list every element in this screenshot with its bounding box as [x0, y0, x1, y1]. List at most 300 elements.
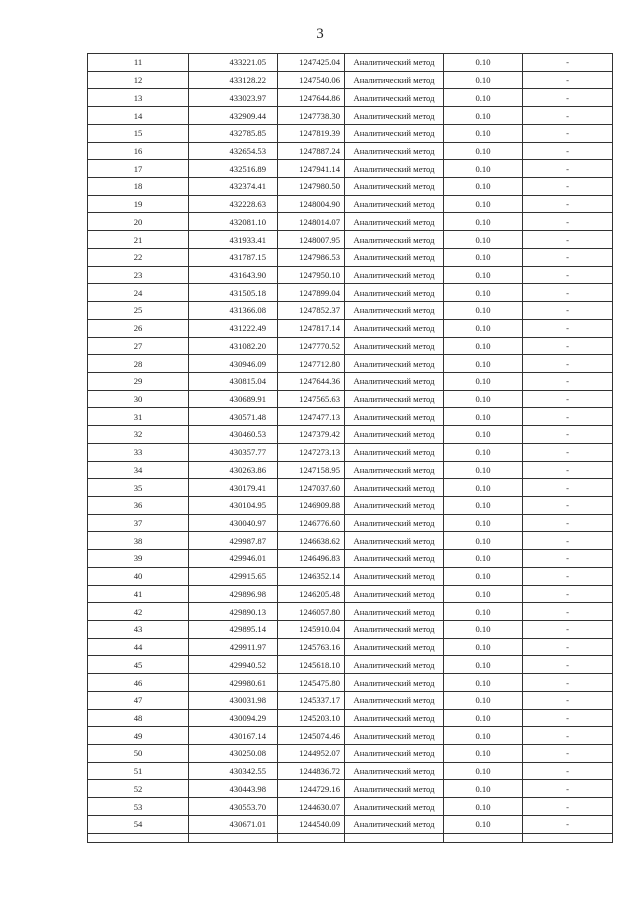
- table-row: [88, 107, 613, 125]
- point-number-cell: 23: [88, 266, 189, 284]
- accuracy-cell: 0.10: [444, 142, 523, 160]
- y-coordinate-cell: 1247477.13: [278, 408, 345, 426]
- x-coordinate-cell: 429987.87: [189, 532, 278, 550]
- note-cell: -: [523, 372, 613, 390]
- x-coordinate-cell: 430167.14: [189, 727, 278, 745]
- table-row: [88, 638, 613, 656]
- method-cell: Аналитический метод: [345, 745, 444, 763]
- x-coordinate-cell: 431222.49: [189, 319, 278, 337]
- y-coordinate-cell: 1247887.24: [278, 142, 345, 160]
- accuracy-cell: 0.10: [444, 355, 523, 373]
- table-row: [88, 567, 613, 585]
- note-cell: -: [523, 337, 613, 355]
- table-row: [88, 762, 613, 780]
- method-cell: Аналитический метод: [345, 443, 444, 461]
- point-number-cell: 41: [88, 585, 189, 603]
- table-row: [88, 248, 613, 266]
- x-coordinate-cell: 430250.08: [189, 745, 278, 763]
- table-row: [88, 798, 613, 816]
- point-number-cell: 30: [88, 390, 189, 408]
- x-coordinate-cell: 430031.98: [189, 691, 278, 709]
- y-coordinate-cell: 1246496.83: [278, 550, 345, 568]
- note-cell: -: [523, 585, 613, 603]
- point-number-cell: 40: [88, 567, 189, 585]
- accuracy-cell: 0.10: [444, 674, 523, 692]
- table-row: [88, 656, 613, 674]
- accuracy-cell: 0.10: [444, 621, 523, 639]
- x-coordinate-cell: 430671.01: [189, 815, 278, 833]
- y-coordinate-cell: 1248014.07: [278, 213, 345, 231]
- accuracy-cell: 0.10: [444, 71, 523, 89]
- y-coordinate-cell: 1247425.04: [278, 54, 345, 72]
- table-row: [88, 160, 613, 178]
- point-number-cell: 37: [88, 514, 189, 532]
- accuracy-cell: 0.10: [444, 319, 523, 337]
- accuracy-cell: 0.10: [444, 638, 523, 656]
- method-cell: Аналитический метод: [345, 762, 444, 780]
- x-coordinate-cell: 430946.09: [189, 355, 278, 373]
- table-row: [88, 532, 613, 550]
- accuracy-cell: 0.10: [444, 709, 523, 727]
- page-number: 3: [316, 26, 324, 42]
- y-coordinate-cell: 1245337.17: [278, 691, 345, 709]
- note-cell: -: [523, 71, 613, 89]
- table-row: [88, 408, 613, 426]
- method-cell: Аналитический метод: [345, 408, 444, 426]
- y-coordinate-cell: 1247712.80: [278, 355, 345, 373]
- point-number-cell: 15: [88, 124, 189, 142]
- table-row: [88, 780, 613, 798]
- note-cell: -: [523, 355, 613, 373]
- accuracy-cell: 0.10: [444, 372, 523, 390]
- method-cell: Аналитический метод: [345, 195, 444, 213]
- accuracy-cell: 0.10: [444, 691, 523, 709]
- y-coordinate-cell: 1247817.14: [278, 319, 345, 337]
- method-cell: Аналитический метод: [345, 426, 444, 444]
- x-coordinate-cell: 429890.13: [189, 603, 278, 621]
- note-cell: -: [523, 266, 613, 284]
- point-number-cell: 21: [88, 231, 189, 249]
- y-coordinate-cell: 1247037.60: [278, 479, 345, 497]
- note-cell: -: [523, 709, 613, 727]
- note-cell: -: [523, 284, 613, 302]
- note-cell: -: [523, 674, 613, 692]
- point-number-cell: 52: [88, 780, 189, 798]
- note-cell: -: [523, 603, 613, 621]
- accuracy-cell: 0.10: [444, 266, 523, 284]
- method-cell: Аналитический метод: [345, 337, 444, 355]
- method-cell: Аналитический метод: [345, 656, 444, 674]
- x-coordinate-cell: 429911.97: [189, 638, 278, 656]
- y-coordinate-cell: 1245910.04: [278, 621, 345, 639]
- y-coordinate-cell: 1247379.42: [278, 426, 345, 444]
- method-cell: Аналитический метод: [345, 160, 444, 178]
- method-cell: Аналитический метод: [345, 231, 444, 249]
- table-row: [88, 284, 613, 302]
- x-coordinate-cell: 429940.52: [189, 656, 278, 674]
- empty-cell: [88, 833, 189, 842]
- accuracy-cell: 0.10: [444, 479, 523, 497]
- note-cell: -: [523, 567, 613, 585]
- accuracy-cell: 0.10: [444, 532, 523, 550]
- note-cell: -: [523, 762, 613, 780]
- coordinates-table-body: [88, 54, 613, 843]
- note-cell: -: [523, 780, 613, 798]
- x-coordinate-cell: 432516.89: [189, 160, 278, 178]
- y-coordinate-cell: 1247770.52: [278, 337, 345, 355]
- x-coordinate-cell: 431787.15: [189, 248, 278, 266]
- empty-cell: [523, 833, 613, 842]
- method-cell: Аналитический метод: [345, 532, 444, 550]
- note-cell: -: [523, 638, 613, 656]
- accuracy-cell: 0.10: [444, 496, 523, 514]
- empty-cell: [345, 833, 444, 842]
- y-coordinate-cell: 1247950.10: [278, 266, 345, 284]
- accuracy-cell: 0.10: [444, 213, 523, 231]
- accuracy-cell: 0.10: [444, 727, 523, 745]
- y-coordinate-cell: 1246909.88: [278, 496, 345, 514]
- y-coordinate-cell: 1247540.06: [278, 71, 345, 89]
- method-cell: Аналитический метод: [345, 585, 444, 603]
- accuracy-cell: 0.10: [444, 195, 523, 213]
- method-cell: Аналитический метод: [345, 638, 444, 656]
- y-coordinate-cell: 1247852.37: [278, 302, 345, 320]
- x-coordinate-cell: 431366.08: [189, 302, 278, 320]
- point-number-cell: 24: [88, 284, 189, 302]
- accuracy-cell: 0.10: [444, 390, 523, 408]
- accuracy-cell: 0.10: [444, 426, 523, 444]
- y-coordinate-cell: 1246205.48: [278, 585, 345, 603]
- note-cell: -: [523, 496, 613, 514]
- empty-cell: [444, 833, 523, 842]
- note-cell: -: [523, 443, 613, 461]
- y-coordinate-cell: 1245074.46: [278, 727, 345, 745]
- method-cell: Аналитический метод: [345, 302, 444, 320]
- note-cell: -: [523, 815, 613, 833]
- note-cell: -: [523, 160, 613, 178]
- method-cell: Аналитический метод: [345, 248, 444, 266]
- method-cell: Аналитический метод: [345, 54, 444, 72]
- accuracy-cell: 0.10: [444, 54, 523, 72]
- y-coordinate-cell: 1245475.80: [278, 674, 345, 692]
- table-row: [88, 319, 613, 337]
- point-number-cell: 13: [88, 89, 189, 107]
- method-cell: Аналитический метод: [345, 461, 444, 479]
- accuracy-cell: 0.10: [444, 550, 523, 568]
- point-number-cell: 48: [88, 709, 189, 727]
- note-cell: -: [523, 745, 613, 763]
- accuracy-cell: 0.10: [444, 160, 523, 178]
- method-cell: Аналитический метод: [345, 71, 444, 89]
- x-coordinate-cell: 430040.97: [189, 514, 278, 532]
- y-coordinate-cell: 1247986.53: [278, 248, 345, 266]
- table-row: [88, 195, 613, 213]
- table-row: [88, 621, 613, 639]
- note-cell: -: [523, 691, 613, 709]
- table-row: [88, 213, 613, 231]
- y-coordinate-cell: 1247565.63: [278, 390, 345, 408]
- accuracy-cell: 0.10: [444, 745, 523, 763]
- point-number-cell: 36: [88, 496, 189, 514]
- x-coordinate-cell: 433023.97: [189, 89, 278, 107]
- x-coordinate-cell: 432374.41: [189, 178, 278, 196]
- y-coordinate-cell: 1246057.80: [278, 603, 345, 621]
- table-row: [88, 302, 613, 320]
- point-number-cell: 34: [88, 461, 189, 479]
- accuracy-cell: 0.10: [444, 461, 523, 479]
- note-cell: -: [523, 798, 613, 816]
- method-cell: Аналитический метод: [345, 178, 444, 196]
- method-cell: Аналитический метод: [345, 674, 444, 692]
- point-number-cell: 50: [88, 745, 189, 763]
- accuracy-cell: 0.10: [444, 585, 523, 603]
- point-number-cell: 35: [88, 479, 189, 497]
- accuracy-cell: 0.10: [444, 762, 523, 780]
- table-row: [88, 745, 613, 763]
- point-number-cell: 20: [88, 213, 189, 231]
- point-number-cell: 44: [88, 638, 189, 656]
- note-cell: -: [523, 107, 613, 125]
- y-coordinate-cell: 1246776.60: [278, 514, 345, 532]
- y-coordinate-cell: 1246352.14: [278, 567, 345, 585]
- x-coordinate-cell: 430263.86: [189, 461, 278, 479]
- note-cell: -: [523, 426, 613, 444]
- table-row: [88, 71, 613, 89]
- point-number-cell: 26: [88, 319, 189, 337]
- method-cell: Аналитический метод: [345, 496, 444, 514]
- table-row: [88, 372, 613, 390]
- accuracy-cell: 0.10: [444, 603, 523, 621]
- x-coordinate-cell: 431643.90: [189, 266, 278, 284]
- x-coordinate-cell: 430553.70: [189, 798, 278, 816]
- note-cell: -: [523, 213, 613, 231]
- accuracy-cell: 0.10: [444, 408, 523, 426]
- y-coordinate-cell: 1244630.07: [278, 798, 345, 816]
- x-coordinate-cell: 433221.05: [189, 54, 278, 72]
- method-cell: Аналитический метод: [345, 479, 444, 497]
- y-coordinate-cell: 1245203.10: [278, 709, 345, 727]
- accuracy-cell: 0.10: [444, 231, 523, 249]
- point-number-cell: 11: [88, 54, 189, 72]
- y-coordinate-cell: 1247158.95: [278, 461, 345, 479]
- point-number-cell: 43: [88, 621, 189, 639]
- y-coordinate-cell: 1247644.86: [278, 89, 345, 107]
- point-number-cell: 17: [88, 160, 189, 178]
- x-coordinate-cell: 429895.14: [189, 621, 278, 639]
- table-row: [88, 124, 613, 142]
- table-row: [88, 585, 613, 603]
- point-number-cell: 53: [88, 798, 189, 816]
- table-row: [88, 54, 613, 72]
- accuracy-cell: 0.10: [444, 656, 523, 674]
- point-number-cell: 18: [88, 178, 189, 196]
- method-cell: Аналитический метод: [345, 709, 444, 727]
- accuracy-cell: 0.10: [444, 178, 523, 196]
- point-number-cell: 49: [88, 727, 189, 745]
- accuracy-cell: 0.10: [444, 302, 523, 320]
- x-coordinate-cell: 429896.98: [189, 585, 278, 603]
- point-number-cell: 29: [88, 372, 189, 390]
- point-number-cell: 54: [88, 815, 189, 833]
- accuracy-cell: 0.10: [444, 443, 523, 461]
- x-coordinate-cell: 431933.41: [189, 231, 278, 249]
- method-cell: Аналитический метод: [345, 390, 444, 408]
- x-coordinate-cell: 432785.85: [189, 124, 278, 142]
- note-cell: -: [523, 408, 613, 426]
- method-cell: Аналитический метод: [345, 691, 444, 709]
- method-cell: Аналитический метод: [345, 372, 444, 390]
- note-cell: -: [523, 319, 613, 337]
- table-row: [88, 727, 613, 745]
- coordinates-table: [87, 53, 613, 843]
- note-cell: -: [523, 124, 613, 142]
- table-row: [88, 142, 613, 160]
- table-row: [88, 266, 613, 284]
- x-coordinate-cell: 431082.20: [189, 337, 278, 355]
- table-row: [88, 815, 613, 833]
- method-cell: Аналитический метод: [345, 550, 444, 568]
- note-cell: -: [523, 54, 613, 72]
- method-cell: Аналитический метод: [345, 355, 444, 373]
- method-cell: Аналитический метод: [345, 107, 444, 125]
- point-number-cell: 27: [88, 337, 189, 355]
- y-coordinate-cell: 1247941.14: [278, 160, 345, 178]
- x-coordinate-cell: 429946.01: [189, 550, 278, 568]
- y-coordinate-cell: 1244540.09: [278, 815, 345, 833]
- point-number-cell: 25: [88, 302, 189, 320]
- note-cell: -: [523, 727, 613, 745]
- point-number-cell: 31: [88, 408, 189, 426]
- x-coordinate-cell: 430094.29: [189, 709, 278, 727]
- point-number-cell: 22: [88, 248, 189, 266]
- x-coordinate-cell: 432654.53: [189, 142, 278, 160]
- x-coordinate-cell: 430179.41: [189, 479, 278, 497]
- accuracy-cell: 0.10: [444, 284, 523, 302]
- note-cell: -: [523, 390, 613, 408]
- y-coordinate-cell: 1245618.10: [278, 656, 345, 674]
- note-cell: -: [523, 142, 613, 160]
- x-coordinate-cell: 430815.04: [189, 372, 278, 390]
- accuracy-cell: 0.10: [444, 567, 523, 585]
- note-cell: -: [523, 195, 613, 213]
- note-cell: -: [523, 479, 613, 497]
- x-coordinate-cell: 432909.44: [189, 107, 278, 125]
- point-number-cell: 32: [88, 426, 189, 444]
- table-row: [88, 355, 613, 373]
- accuracy-cell: 0.10: [444, 798, 523, 816]
- method-cell: Аналитический метод: [345, 142, 444, 160]
- note-cell: -: [523, 461, 613, 479]
- y-coordinate-cell: 1245763.16: [278, 638, 345, 656]
- method-cell: Аналитический метод: [345, 514, 444, 532]
- note-cell: -: [523, 532, 613, 550]
- method-cell: Аналитический метод: [345, 815, 444, 833]
- method-cell: Аналитический метод: [345, 780, 444, 798]
- method-cell: Аналитический метод: [345, 89, 444, 107]
- point-number-cell: 19: [88, 195, 189, 213]
- x-coordinate-cell: 432228.63: [189, 195, 278, 213]
- x-coordinate-cell: 430443.98: [189, 780, 278, 798]
- y-coordinate-cell: 1247273.13: [278, 443, 345, 461]
- table-row: [88, 496, 613, 514]
- accuracy-cell: 0.10: [444, 337, 523, 355]
- y-coordinate-cell: 1248004.90: [278, 195, 345, 213]
- table-continuation-row: [88, 833, 613, 842]
- y-coordinate-cell: 1244729.16: [278, 780, 345, 798]
- method-cell: Аналитический метод: [345, 567, 444, 585]
- note-cell: -: [523, 302, 613, 320]
- table-row: [88, 178, 613, 196]
- method-cell: Аналитический метод: [345, 603, 444, 621]
- accuracy-cell: 0.10: [444, 248, 523, 266]
- y-coordinate-cell: 1244952.07: [278, 745, 345, 763]
- accuracy-cell: 0.10: [444, 780, 523, 798]
- table-row: [88, 337, 613, 355]
- note-cell: -: [523, 621, 613, 639]
- accuracy-cell: 0.10: [444, 107, 523, 125]
- method-cell: Аналитический метод: [345, 266, 444, 284]
- y-coordinate-cell: 1244836.72: [278, 762, 345, 780]
- accuracy-cell: 0.10: [444, 815, 523, 833]
- method-cell: Аналитический метод: [345, 798, 444, 816]
- table-row: [88, 674, 613, 692]
- note-cell: -: [523, 248, 613, 266]
- method-cell: Аналитический метод: [345, 284, 444, 302]
- point-number-cell: 28: [88, 355, 189, 373]
- note-cell: -: [523, 656, 613, 674]
- method-cell: Аналитический метод: [345, 621, 444, 639]
- point-number-cell: 42: [88, 603, 189, 621]
- accuracy-cell: 0.10: [444, 514, 523, 532]
- y-coordinate-cell: 1247819.39: [278, 124, 345, 142]
- method-cell: Аналитический метод: [345, 727, 444, 745]
- table-row: [88, 691, 613, 709]
- method-cell: Аналитический метод: [345, 124, 444, 142]
- empty-cell: [189, 833, 278, 842]
- x-coordinate-cell: 433128.22: [189, 71, 278, 89]
- table-row: [88, 709, 613, 727]
- table-row: [88, 89, 613, 107]
- table-row: [88, 390, 613, 408]
- y-coordinate-cell: 1246638.62: [278, 532, 345, 550]
- point-number-cell: 47: [88, 691, 189, 709]
- y-coordinate-cell: 1248007.95: [278, 231, 345, 249]
- note-cell: -: [523, 89, 613, 107]
- accuracy-cell: 0.10: [444, 89, 523, 107]
- point-number-cell: 39: [88, 550, 189, 568]
- point-number-cell: 46: [88, 674, 189, 692]
- x-coordinate-cell: 430342.55: [189, 762, 278, 780]
- note-cell: -: [523, 178, 613, 196]
- method-cell: Аналитический метод: [345, 319, 444, 337]
- table-row: [88, 443, 613, 461]
- table-row: [88, 231, 613, 249]
- table-row: [88, 479, 613, 497]
- y-coordinate-cell: 1247980.50: [278, 178, 345, 196]
- y-coordinate-cell: 1247738.30: [278, 107, 345, 125]
- accuracy-cell: 0.10: [444, 124, 523, 142]
- note-cell: -: [523, 514, 613, 532]
- y-coordinate-cell: 1247644.36: [278, 372, 345, 390]
- x-coordinate-cell: 430689.91: [189, 390, 278, 408]
- x-coordinate-cell: 429980.61: [189, 674, 278, 692]
- point-number-cell: 51: [88, 762, 189, 780]
- point-number-cell: 12: [88, 71, 189, 89]
- y-coordinate-cell: 1247899.04: [278, 284, 345, 302]
- table-row: [88, 603, 613, 621]
- x-coordinate-cell: 430460.53: [189, 426, 278, 444]
- x-coordinate-cell: 431505.18: [189, 284, 278, 302]
